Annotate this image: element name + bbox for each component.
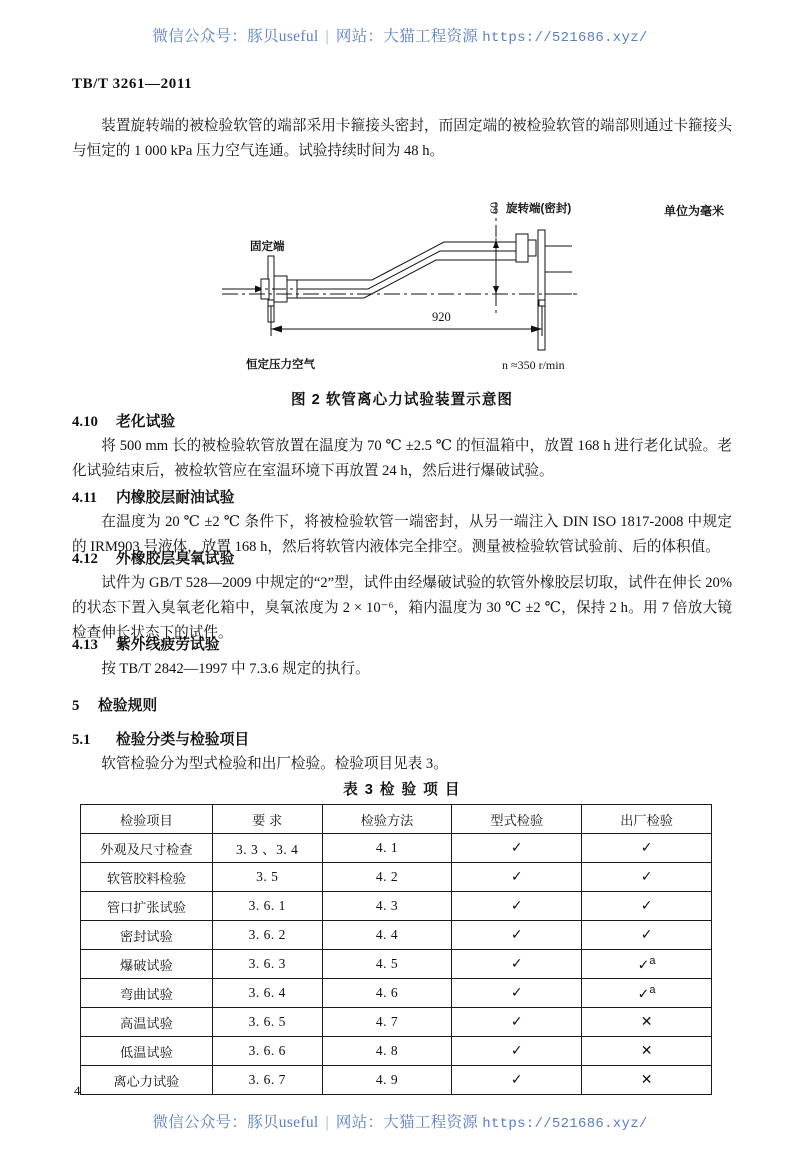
table-cell-factory-test xyxy=(582,950,712,979)
section-4-13-title: 紫外线疲劳试验 xyxy=(116,637,220,653)
table-header-item: 检验项目 xyxy=(81,805,213,834)
section-5-title: 检验规则 xyxy=(98,698,158,714)
table-cell-item: 密封试验 xyxy=(81,921,213,950)
section-4-12-body: 试件为 GB/T 528—2009 中规定的“2”型，试件由经爆破试验的软管外橡胶层切取，试件在伸长 20% 的状态下置入臭氧老化箱中，臭氧浓度为 2 × 10⁻⁶，箱内温度为 30 ℃ ±2 ℃，保持 2 h。用 7 倍放大镜检查伸长状态下的试件。 xyxy=(72,575,732,641)
table-cell-requirement: 3. 6. 3 xyxy=(212,950,322,979)
table-row xyxy=(81,892,712,921)
table-cell-factory-test xyxy=(582,863,712,892)
watermark-site-label: 网站：大猫工程资源 xyxy=(335,28,479,45)
section-5-1-body: 软管检验分为型式检验和出厂检验。检验项目见表 3。 xyxy=(101,756,448,772)
table-cell-requirement: 3. 5 xyxy=(212,863,322,892)
table-cell-item: 管口扩张试验 xyxy=(81,892,213,921)
table-cell-method: 4. 7 xyxy=(322,1008,452,1037)
table-cell-requirement: 3. 3 、3. 4 xyxy=(212,834,322,863)
page-number: 4 xyxy=(74,1083,81,1098)
section-5-1-title: 检验分类与检验项目 xyxy=(116,732,250,748)
watermark-separator: | xyxy=(325,1114,329,1131)
watermark-url: https://521686.xyz/ xyxy=(482,1116,648,1132)
table-cell-method: 4. 8 xyxy=(322,1037,452,1066)
table-title: 表 3 检 验 项 目 xyxy=(343,782,461,798)
table-cell-item: 外观及尺寸检查 xyxy=(81,834,213,863)
cross-icon: ✕ xyxy=(640,1072,653,1088)
table-body xyxy=(81,834,712,1095)
section-4-12-number: 4.12 xyxy=(72,551,98,567)
standard-number: TB/T 3261—2011 xyxy=(72,76,193,92)
section-5-heading xyxy=(72,694,732,718)
cross-icon: ✕ xyxy=(640,1043,653,1059)
section-4-10 xyxy=(72,410,732,484)
table-cell-factory-test xyxy=(582,1037,712,1066)
figure-dimension-horizontal: 920 xyxy=(432,310,451,324)
table-header-type-test: 型式检验 xyxy=(452,805,582,834)
header-watermark xyxy=(0,24,800,46)
figure-label-rpm: n ≈350 r/min xyxy=(502,358,565,372)
table-cell-method: 4. 2 xyxy=(322,863,452,892)
section-5-number: 5 xyxy=(72,698,80,714)
figure-drawing xyxy=(72,184,732,402)
table-cell-factory-test xyxy=(582,892,712,921)
intro-paragraph: 装置旋转端的被检验软管的端部采用卡箍接头密封，而固定端的被检验软管的端部则通过卡箍接头与恒定的 1 000 kPa 压力空气连通。试验持续时间为 48 h。 xyxy=(72,118,732,159)
table-header-method: 检验方法 xyxy=(322,805,452,834)
table-cell-item: 弯曲试验 xyxy=(81,979,213,1008)
table-row xyxy=(81,979,712,1008)
section-4-12 xyxy=(72,547,732,646)
table-cell-item: 低温试验 xyxy=(81,1037,213,1066)
section-5-1-number: 5.1 xyxy=(72,732,91,748)
table-row xyxy=(81,834,712,863)
table-cell-type-test xyxy=(452,1037,582,1066)
table-cell-method: 4. 5 xyxy=(322,950,452,979)
check-icon: ✓ xyxy=(510,840,523,856)
watermark-wechat-label: 微信公众号：豚贝useful xyxy=(152,28,319,45)
figure-label-constant-air: 恒定压力空气 xyxy=(246,359,315,371)
table-cell-item: 离心力试验 xyxy=(81,1066,213,1095)
section-4-13-heading xyxy=(72,633,732,657)
table-footnote-marker: a xyxy=(649,983,656,996)
table-cell-type-test xyxy=(452,1066,582,1095)
watermark-wechat-label: 微信公众号：豚贝useful xyxy=(152,1114,319,1131)
table-cell-type-test xyxy=(452,863,582,892)
check-icon: ✓ xyxy=(510,956,523,972)
check-icon: ✓ xyxy=(510,898,523,914)
table-cell-item: 爆破试验 xyxy=(81,950,213,979)
inspection-items-table xyxy=(80,804,712,1095)
watermark-site-label: 网站：大猫工程资源 xyxy=(335,1114,479,1131)
table-cell-requirement: 3. 6. 6 xyxy=(212,1037,322,1066)
table-cell-requirement: 3. 6. 7 xyxy=(212,1066,322,1095)
table-cell-requirement: 3. 6. 1 xyxy=(212,892,322,921)
section-4-13 xyxy=(72,633,732,682)
table-row xyxy=(81,863,712,892)
section-4-12-heading xyxy=(72,547,732,571)
table-cell-factory-test xyxy=(582,1008,712,1037)
section-4-11-title: 内橡胶层耐油试验 xyxy=(116,490,235,506)
check-icon: ✓ xyxy=(640,898,653,914)
check-icon: ✓ xyxy=(510,927,523,943)
section-4-10-title: 老化试验 xyxy=(116,414,176,430)
table-cell-method: 4. 6 xyxy=(322,979,452,1008)
table-row xyxy=(81,1008,712,1037)
check-icon: ✓ xyxy=(640,927,653,943)
table-footnote-marker: a xyxy=(649,954,656,967)
check-icon: ✓ xyxy=(637,957,650,974)
figure-label-rotating-end: 旋转端(密封) xyxy=(506,203,572,215)
section-4-10-number: 4.10 xyxy=(72,414,98,430)
table-cell-item: 软管胶料检验 xyxy=(81,863,213,892)
check-icon: ✓ xyxy=(510,1043,523,1059)
table-cell-factory-test xyxy=(582,834,712,863)
check-icon: ✓ xyxy=(510,1014,523,1030)
figure-centrifugal-test-apparatus xyxy=(72,184,732,402)
table-header-factory-test: 出厂检验 xyxy=(582,805,712,834)
table-row xyxy=(81,921,712,950)
table-cell-type-test xyxy=(452,892,582,921)
table-cell-type-test xyxy=(452,979,582,1008)
cross-icon: ✕ xyxy=(640,1014,653,1030)
table-header-requirement: 要 求 xyxy=(212,805,322,834)
table-cell-type-test xyxy=(452,921,582,950)
table-cell-method: 4. 9 xyxy=(322,1066,452,1095)
table-cell-requirement: 3. 6. 5 xyxy=(212,1008,322,1037)
check-icon: ✓ xyxy=(637,986,650,1003)
section-4-10-body: 将 500 mm 长的被检验软管放置在温度为 70 ℃ ±2.5 ℃ 的恒温箱中，放置 168 h 进行老化试验。老化试验结束后，被检软管应在室温环境下再放置 24 h，然后进行爆破试验。 xyxy=(72,438,732,479)
table-cell-method: 4. 4 xyxy=(322,921,452,950)
figure-unit-note: 单位为毫米 xyxy=(663,204,724,218)
section-4-12-title: 外橡胶层臭氧试验 xyxy=(116,551,235,567)
table-cell-requirement: 3. 6. 2 xyxy=(212,921,322,950)
table-cell-factory-test xyxy=(582,1066,712,1095)
figure-caption: 图 2 软管离心力试验装置示意图 xyxy=(291,392,513,408)
section-5-1-heading xyxy=(72,728,732,752)
check-icon: ✓ xyxy=(640,840,653,856)
watermark-separator: | xyxy=(325,28,329,45)
section-4-11-body: 在温度为 20 ℃ ±2 ℃ 条件下，将被检验软管一端密封，从另一端注入 DIN ISO 1817-2008 中规定的 IRM903 号液体，放置 168 h，然后将软管内液体完全排空。测量被检验软管试验前、后的体积值。 xyxy=(72,514,732,555)
check-icon: ✓ xyxy=(510,985,523,1001)
table-row xyxy=(81,950,712,979)
check-icon: ✓ xyxy=(640,869,653,885)
check-icon: ✓ xyxy=(510,1072,523,1088)
section-5 xyxy=(72,694,732,718)
table-cell-type-test xyxy=(452,1008,582,1037)
check-icon: ✓ xyxy=(510,869,523,885)
section-4-13-body: 按 TB/T 2842—1997 中 7.3.6 规定的执行。 xyxy=(101,661,370,677)
table-row xyxy=(81,1037,712,1066)
table-cell-factory-test xyxy=(582,979,712,1008)
table-header-row xyxy=(81,805,712,834)
footer-watermark xyxy=(0,1110,800,1132)
section-5-1 xyxy=(72,728,732,777)
section-4-13-number: 4.13 xyxy=(72,637,98,653)
table-cell-method: 4. 1 xyxy=(322,834,452,863)
figure-label-fixed-end: 固定端 xyxy=(250,241,285,253)
watermark-url: https://521686.xyz/ xyxy=(482,30,648,46)
section-4-10-heading xyxy=(72,410,732,434)
table-cell-factory-test xyxy=(582,921,712,950)
section-4-11-number: 4.11 xyxy=(72,490,98,506)
figure-dimension-vertical: 60 xyxy=(487,202,501,214)
table-cell-method: 4. 3 xyxy=(322,892,452,921)
table-row xyxy=(81,1066,712,1095)
table-cell-item: 高温试验 xyxy=(81,1008,213,1037)
table-cell-type-test xyxy=(452,834,582,863)
table-cell-requirement: 3. 6. 4 xyxy=(212,979,322,1008)
section-4-11-heading xyxy=(72,486,732,510)
table-cell-type-test xyxy=(452,950,582,979)
